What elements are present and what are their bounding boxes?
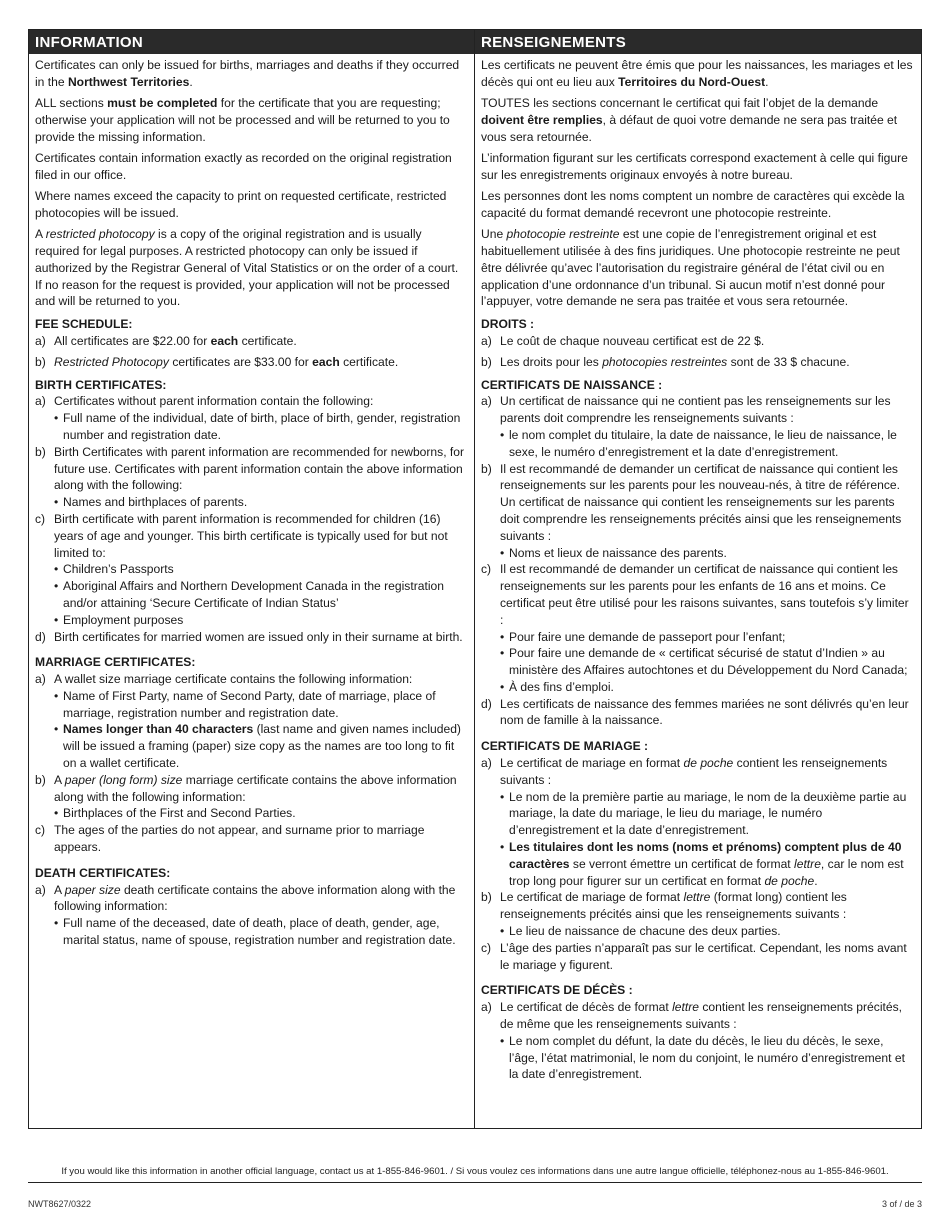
official-language-note: If you would like this information in another official language, contact us at 1-855-846-9601. / Si vous voulez ces informations dans une autre langue officielle, téléphonez-nous au 1-855-846-9601. (61, 1166, 889, 1177)
fr-fee-heading: DROITS : (481, 317, 535, 332)
birth-item-c: c) Birth certificate with parent information is recommended for children (16) years of age and younger. This birth certificate is typically used for but not limited to: (35, 511, 448, 560)
form-number: NWT8627/0322 (28, 1199, 92, 1209)
fr-marriage-item-c: c) L’âge des parties n’apparaît pas sur le certificat. Cependant, les noms avant le mariage y figurent. (481, 940, 907, 972)
fr-birth-item-a: a) Un certificat de naissance qui ne contient pas les renseignements sur les parents doit comprendre les renseignements suivants : (481, 394, 891, 426)
fr-death-item-a-bullet: • Le nom complet du défunt, la date du décès, le lieu du décès, le sexe, l’âge, l’état matrimonial, le nom du conjoint, le numéro d’enregistrement et la date d’enregistrement. (500, 1033, 905, 1082)
fr-fee-item-b: b) Les droits pour les photocopies restreintes sont de 33 $ chacune. (481, 354, 850, 369)
fr-birth-item-c-bullet-2: • Pour faire une demande de « certificat sécurisé de statut d’Indien » au ministère des Affaires autochtones et du Développement du Nord Canada; (500, 646, 908, 678)
fee-item-a: a) All certificates are $22.00 for each certificate. (35, 333, 297, 348)
birth-item-c-bullet-1: • Children’s Passports (54, 562, 174, 577)
fr-intro-paragraph-3: L’information figurant sur les certificats correspond exactement à celle qui figure sur les enregistrements originaux envoyés à notre bureau. (481, 150, 908, 182)
intro-paragraph-3: Certificates contain information exactly as recorded on the original registration filed in our office. (35, 150, 452, 182)
fr-marriage-item-b-bullet: • Le lieu de naissance de chacune des deux parties. (500, 924, 781, 939)
fee-schedule-heading: FEE SCHEDULE: (35, 317, 133, 332)
fr-death-item-a: a) Le certificat de décès de format lettre contient les renseignements précités, de même que les renseignements suivants : (481, 1000, 902, 1032)
fr-birth-item-a-bullet: • le nom complet du titulaire, la date de naissance, le lieu de naissance, le sexe, le numéro d’enregistrement et la date d’enregistrement. (500, 427, 897, 459)
marriage-item-a-bullet-2: • Names longer than 40 characters (last name and given names included) will be issued a framing (paper) size copy as the names are too long to fit on a wallet certificate. (54, 722, 461, 771)
fr-fee-item-a: a) Le coût de chaque nouveau certificat est de 22 $. (481, 333, 765, 348)
birth-item-c-bullet-3: • Employment purposes (54, 612, 184, 627)
english-column (29, 30, 475, 1128)
intro-paragraph-2: ALL sections must be completed for the certificate that you are requesting; otherwise your application will not be processed and will be returned to you to provide the missing information. (35, 96, 450, 144)
marriage-certificates-heading: MARRIAGE CERTIFICATES: (35, 655, 196, 670)
fr-birth-item-b-bullet: • Noms et lieux de naissance des parents. (500, 545, 727, 560)
fr-birth-certificates-heading: CERTIFICATS DE NAISSANCE : (481, 377, 663, 392)
fr-marriage-item-a-bullet-1: • Le nom de la première partie au mariage, le nom de la deuxième partie au mariage, la date du mariage, le lieu du mariage, le numéro d’enregistrement et la date d’enregistrement. (500, 789, 907, 838)
fr-birth-item-b: b) Il est recommandé de demander un certificat de naissance qui contient les renseignements sur les parents pour les nouveau-nés, à titre de référence. Un certificat de naissance qui contient les renseignements sur les parents doit comprendre les renseignements précités ainsi que les renseignements suivants : (481, 461, 902, 543)
intro-paragraph-4: Where names exceed the capacity to print on requested certificate, restricted photocopies will be issued. (35, 189, 447, 220)
marriage-item-b-bullet: • Birthplaces of the First and Second Parties. (54, 806, 296, 821)
section-heading-information: INFORMATION (29, 30, 474, 54)
fr-birth-item-c: c) Il est recommandé de demander un certificat de naissance qui contient les renseignements sur les parents pour les enfants de 16 ans et moins. Ce certificat peut être utilisé pour les raisons suivantes, sans toutefois s’y limiter : (481, 562, 909, 627)
birth-item-b-bullet: • Names and birthplaces of parents. (54, 495, 248, 510)
information-sheet (28, 29, 922, 1129)
birth-item-b: b) Birth Certificates with parent information are recommended for newborns, for future use. Certificates with parent information contain the above information along with the following: (35, 444, 465, 493)
fr-birth-item-d: d) Les certificats de naissance des femmes mariées ne sont délivrés qu’en leur nom de famille à la naissance. (481, 696, 909, 728)
footer-divider (28, 1182, 922, 1183)
fr-intro-paragraph-2: TOUTES les sections concernant le certificat qui fait l’objet de la demande doivent être remplies, à défaut de quoi votre demande ne sera pas traitée et vous sera retournée. (481, 96, 898, 144)
birth-item-d: d) Birth certificates for married women are issued only in their surname at birth. (35, 629, 463, 644)
birth-item-a: a) Certificates without parent information contain the following: (35, 394, 374, 409)
marriage-item-a-bullet-1: • Name of First Party, name of Second Party, date of marriage, place of marriage, registration number and registration date. (54, 688, 436, 720)
fr-intro-paragraph-5: Une photocopie restreinte est une copie de l’enregistrement original et est habituellement utilisée à des fins juridiques. Une photocopie restreinte ne peut être délivrée qu’avec l’autorisation du registraire général de l’état civil ou en application d’une ordonnance d’un tribunal. Si aucun motif n’est donné pour l’appuyer, votre demande ne sera pas traitée et vous sera retournée. (481, 227, 900, 309)
page-number: 3 of / de 3 (881, 1199, 922, 1209)
fr-death-certificates-heading: CERTIFICATS DE DÉCÈS : (481, 983, 633, 998)
death-certificates-heading: DEATH CERTIFICATES: (35, 865, 171, 880)
fr-marriage-item-b: b) Le certificat de mariage de format lettre (format long) contient les renseignements précités ainsi que les renseignements suivants : (481, 890, 847, 922)
death-item-a: a) A paper size death certificate contains the above information along with the following information: (35, 882, 456, 914)
intro-paragraph-1: Certificates can only be issued for births, marriages and deaths if they occurred in the Northwest Territories. (35, 58, 460, 89)
intro-paragraph-5: A restricted photocopy is a copy of the original registration and is usually required for legal purposes. A restricted photocopy can only be issued if authorized by the Registrar General of Vital Statistics or on the order of a court. If no reason for the request is provided, your application will not be processed and will be returned to you. (35, 227, 459, 309)
french-column (475, 30, 921, 1128)
fr-marriage-item-a-bullet-2: • Les titulaires dont les noms (noms et prénoms) comptent plus de 40 caractères se verront émettre un certificat de format lettre, car le nom est trop long pour figurer sur un certificat en format de poche. (500, 840, 904, 888)
death-item-a-bullet: • Full name of the deceased, date of death, place of death, gender, age, marital status, name of spouse, registration number and registration date. (54, 916, 456, 948)
fr-intro-paragraph-4: Les personnes dont les noms comptent un nombre de caractères qui excède la capacité du format demandé recevront une photocopie restreinte. (481, 189, 905, 220)
birth-certificates-heading: BIRTH CERTIFICATES: (35, 377, 167, 392)
section-heading-renseignements: RENSEIGNEMENTS (475, 30, 921, 54)
fr-intro-paragraph-1: Les certificats ne peuvent être émis que pour les naissances, les mariages et les décès qui ont eu lieu aux Territoires du Nord-Ouest. (481, 58, 913, 89)
fr-marriage-certificates-heading: CERTIFICATS DE MARIAGE : (481, 739, 649, 754)
fr-marriage-item-a: a) Le certificat de mariage en format de poche contient les renseignements suivants : (481, 756, 888, 787)
marriage-item-b: b) A paper (long form) size marriage certificate contains the above information along with the following information: (35, 772, 457, 804)
marriage-item-c: c) The ages of the parties do not appear, and surname prior to marriage appears. (35, 823, 425, 855)
fr-birth-item-c-bullet-3: • À des fins d’emploi. (500, 679, 614, 694)
fr-birth-item-c-bullet-1: • Pour faire une demande de passeport pour l’enfant; (500, 629, 786, 644)
fee-item-b: b) Restricted Photocopy certificates are $33.00 for each certificate. (35, 354, 399, 369)
birth-item-a-bullet: • Full name of the individual, date of birth, place of birth, gender, registration number and registration date. (54, 411, 461, 442)
marriage-item-a: a) A wallet size marriage certificate contains the following information: (35, 672, 413, 687)
birth-item-c-bullet-2: • Aboriginal Affairs and Northern Development Canada in the registration and/or attaining ‘Secure Certificate of Indian Status’ (54, 579, 444, 610)
